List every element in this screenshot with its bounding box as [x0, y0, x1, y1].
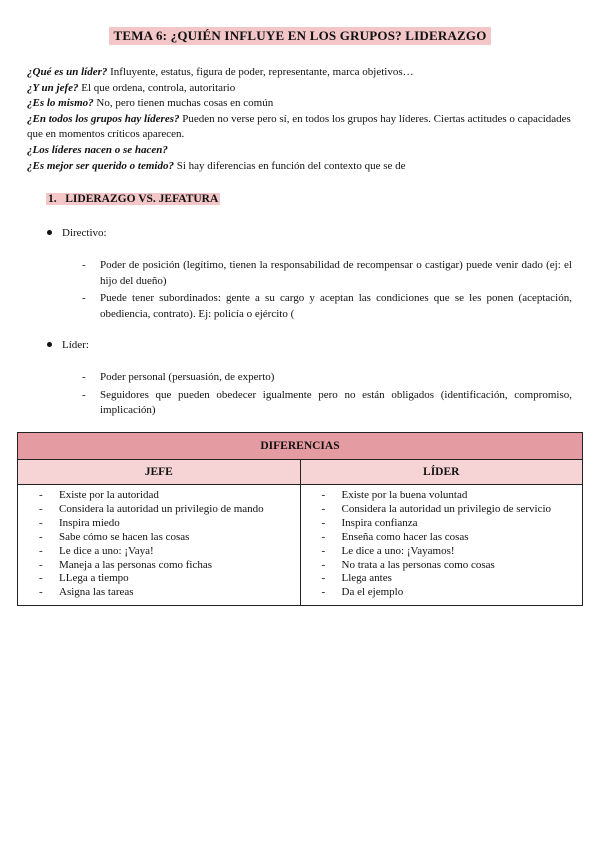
lider-list-table: [301, 489, 583, 600]
jefe-item: - Existe por la autoridad: [39, 489, 300, 503]
section-number: 1.: [48, 193, 57, 205]
jefe-item: - Sabe cómo se hacen las cosas: [39, 531, 300, 545]
qa-answer: No, pero tienen muchas cosas en común: [93, 97, 274, 110]
qa-question: ¿Qué es un líder?: [27, 66, 108, 78]
jefe-item: - Maneja a las personas como fichas: [39, 559, 300, 573]
table-header-row: [18, 433, 583, 460]
jefe-item: - Le dice a uno: ¡Vaya!: [39, 545, 300, 559]
list-item: - Poder de posición (legítimo, tienen la responsabilidad de recompensar o castigar) puede venir dado (ej: el hijo del dueño): [82, 258, 572, 289]
bullet-dot-icon: [47, 230, 52, 235]
lider-cell: [300, 485, 583, 606]
bullet-label: Líder:: [62, 339, 89, 351]
qa-question: ¿Es lo mismo?: [27, 97, 94, 110]
bullet-directivo: [47, 227, 107, 239]
jefe-cell: [18, 485, 301, 606]
qa-question: ¿Y un jefe?: [27, 81, 79, 94]
qa-question: ¿En todos los grupos hay líderes?: [27, 112, 180, 125]
list-item: - Poder personal (persuasión, de experto): [82, 370, 572, 386]
table-title: DIFERENCIAS: [18, 433, 583, 460]
page-title: TEMA 6: ¿QUIÉN INFLUYE EN LOS GRUPOS? LIDERAZGO: [109, 27, 490, 45]
bullet-dot-icon: [47, 342, 52, 347]
qa-line: [27, 112, 575, 143]
jefe-list: [18, 489, 300, 600]
directivo-list: [82, 258, 572, 324]
qa-line: [27, 159, 575, 175]
qa-question: ¿Es mejor ser querido o temido?: [27, 159, 174, 172]
jefe-item: - Inspira miedo: [39, 517, 300, 531]
list-item: - Seguidores que pueden obedecer igualmente pero no están obligados (identificación, compromiso, implicación): [82, 388, 572, 419]
lider-item: - Llega antes: [322, 572, 583, 586]
lider-item: - Enseña como hacer las cosas: [322, 531, 583, 545]
qa-line: [27, 81, 575, 97]
title-wrapper: [0, 27, 600, 45]
qa-answer: El que ordena, controla, autoritario: [78, 81, 236, 94]
lider-item: - No trata a las personas como cosas: [322, 559, 583, 573]
column-lider: LÍDER: [300, 460, 583, 485]
lider-item: - Considera la autoridad un privilegio de servicio: [322, 503, 583, 517]
qa-block: [27, 65, 575, 174]
differences-table: [17, 432, 583, 606]
lider-item: - Inspira confianza: [322, 517, 583, 531]
jefe-item: - Considera la autoridad un privilegio de mando: [39, 503, 300, 517]
section-title: LIDERAZGO VS. JEFATURA: [65, 193, 219, 205]
qa-line: [27, 143, 575, 159]
qa-answer: Pueden no verse pero sí, en todos los grupos hay líderes. Ciertas actitudes o capacidades que en momentos críticos aparecen.: [27, 112, 571, 141]
qa-line: [27, 65, 575, 81]
qa-line: [27, 96, 575, 112]
qa-answer: Si hay diferencias en función del contexto que se de: [173, 159, 406, 172]
qa-question: ¿Los líderes nacen o se hacen?: [27, 143, 168, 156]
table-column-row: [18, 460, 583, 485]
lider-list: [82, 370, 572, 421]
lider-item: - Le dice a uno: ¡Vayamos!: [322, 545, 583, 559]
bullet-label: Directivo:: [62, 227, 107, 239]
section-heading: [46, 193, 220, 205]
lider-item: - Existe por la buena voluntad: [322, 489, 583, 503]
bullet-lider: [47, 339, 89, 351]
jefe-item: - Asigna las tareas: [39, 586, 300, 600]
column-jefe: JEFE: [18, 460, 301, 485]
lider-item: - Da el ejemplo: [322, 586, 583, 600]
table-row: [18, 485, 583, 606]
jefe-item: - LLega a tiempo: [39, 572, 300, 586]
list-item: - Puede tener subordinados: gente a su cargo y aceptan las condiciones que se les ponen (aceptación, obediencia, contrato). Ej: policía o ejército (: [82, 291, 572, 322]
qa-answer: Influyente, estatus, figura de poder, representante, marca objetivos…: [107, 66, 414, 78]
